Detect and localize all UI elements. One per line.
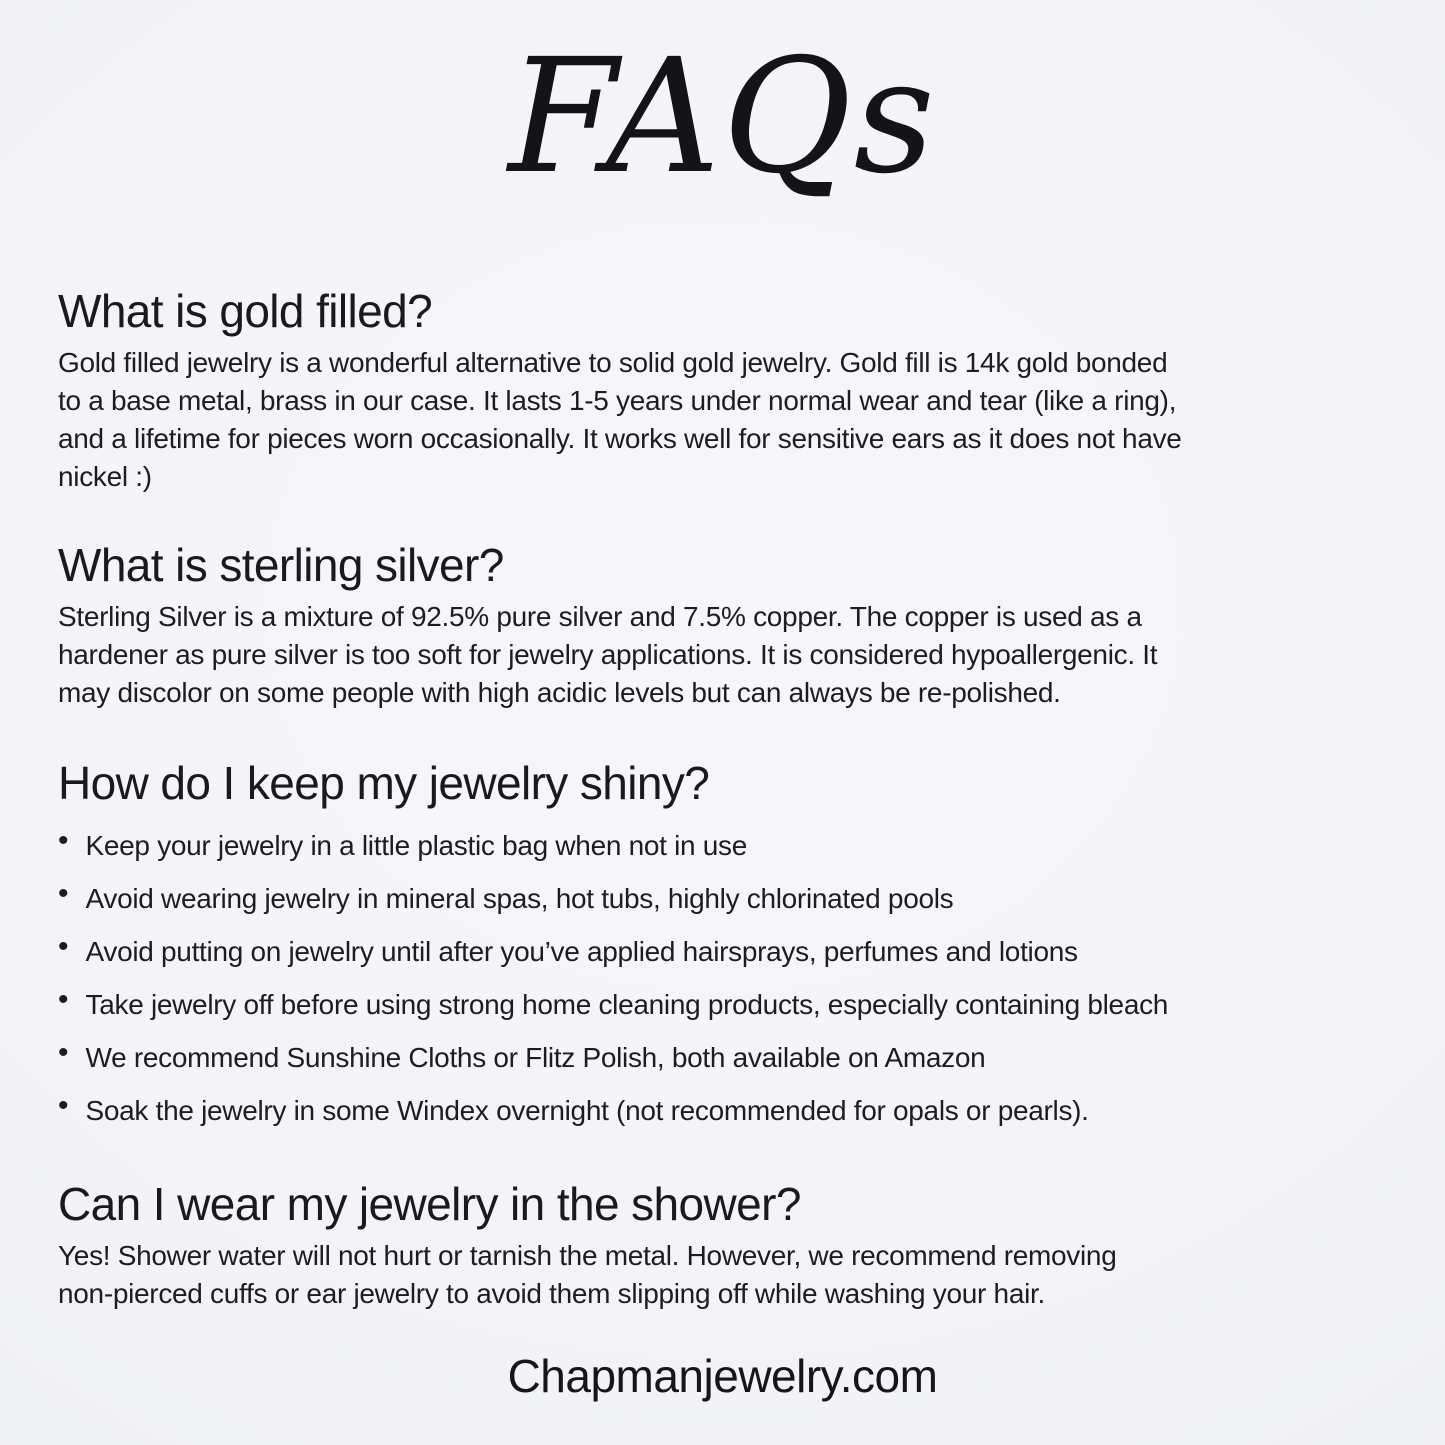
- list-item-text: Avoid wearing jewelry in mineral spas, hot tubs, highly chlorinated pools: [85, 883, 954, 914]
- list-item-text: We recommend Sunshine Cloths or Flitz Polish, both available on Amazon: [85, 1042, 986, 1073]
- body-line: non-pierced cuffs or ear jewelry to avoid them slipping off while washing your hair.: [58, 1278, 1045, 1309]
- bullet-icon: •: [58, 877, 69, 910]
- page-title: FAQs: [508, 25, 937, 209]
- body-line: and a lifetime for pieces worn occasionally. It works well for sensitive ears as it does not have: [58, 423, 1182, 454]
- section-heading-shower: Can I wear my jewelry in the shower?: [58, 1178, 801, 1230]
- bullet-icon: •: [58, 1089, 69, 1122]
- list-item-text: Soak the jewelry in some Windex overnight (not recommended for opals or pearls).: [85, 1095, 1089, 1126]
- list-item-text: Take jewelry off before using strong home cleaning products, especially containing bleach: [85, 989, 1169, 1020]
- body-line: nickel :): [58, 461, 152, 492]
- body-line: may discolor on some people with high acidic levels but can always be re-polished.: [58, 677, 1061, 708]
- section-heading-keep-shiny: How do I keep my jewelry shiny?: [58, 757, 710, 809]
- bullet-icon: •: [58, 930, 69, 963]
- bullet-icon: •: [58, 824, 69, 857]
- shiny-tips-list: [58, 824, 1387, 1129]
- section-heading-sterling-silver: What is sterling silver?: [58, 539, 504, 591]
- section-body-shower: [58, 1237, 1387, 1313]
- list-item: [58, 930, 1387, 970]
- body-line: hardener as pure silver is too soft for jewelry applications. It is considered hypoallergenic. It: [58, 639, 1158, 670]
- list-item-text: Keep your jewelry in a little plastic bag when not in use: [85, 830, 748, 861]
- body-line: Yes! Shower water will not hurt or tarnish the metal. However, we recommend removing: [58, 1240, 1117, 1271]
- section-gold-filled: [58, 286, 1387, 496]
- list-item: [58, 877, 1387, 917]
- list-item: [58, 983, 1387, 1023]
- section-body-gold-filled: [58, 344, 1387, 496]
- section-heading-gold-filled: What is gold filled?: [58, 285, 433, 337]
- body-line: to a base metal, brass in our case. It lasts 1-5 years under normal wear and tear (like a ring),: [58, 385, 1177, 416]
- section-body-sterling-silver: [58, 598, 1387, 712]
- website-url: Chapmanjewelry.com: [507, 1350, 938, 1402]
- list-item-text: Avoid putting on jewelry until after you’ve applied hairsprays, perfumes and lotions: [85, 936, 1078, 967]
- body-line: Gold filled jewelry is a wonderful alternative to solid gold jewelry. Gold fill is 14k gold bonded: [58, 347, 1168, 378]
- bullet-icon: •: [58, 1036, 69, 1069]
- list-item: [58, 1089, 1387, 1129]
- section-sterling-silver: [58, 540, 1387, 712]
- section-shower: [58, 1179, 1387, 1313]
- list-item: [58, 824, 1387, 864]
- body-line: Sterling Silver is a mixture of 92.5% pure silver and 7.5% copper. The copper is used as a: [58, 601, 1142, 632]
- bullet-icon: •: [58, 983, 69, 1016]
- list-item: [58, 1036, 1387, 1076]
- section-keep-shiny: [58, 758, 1387, 1129]
